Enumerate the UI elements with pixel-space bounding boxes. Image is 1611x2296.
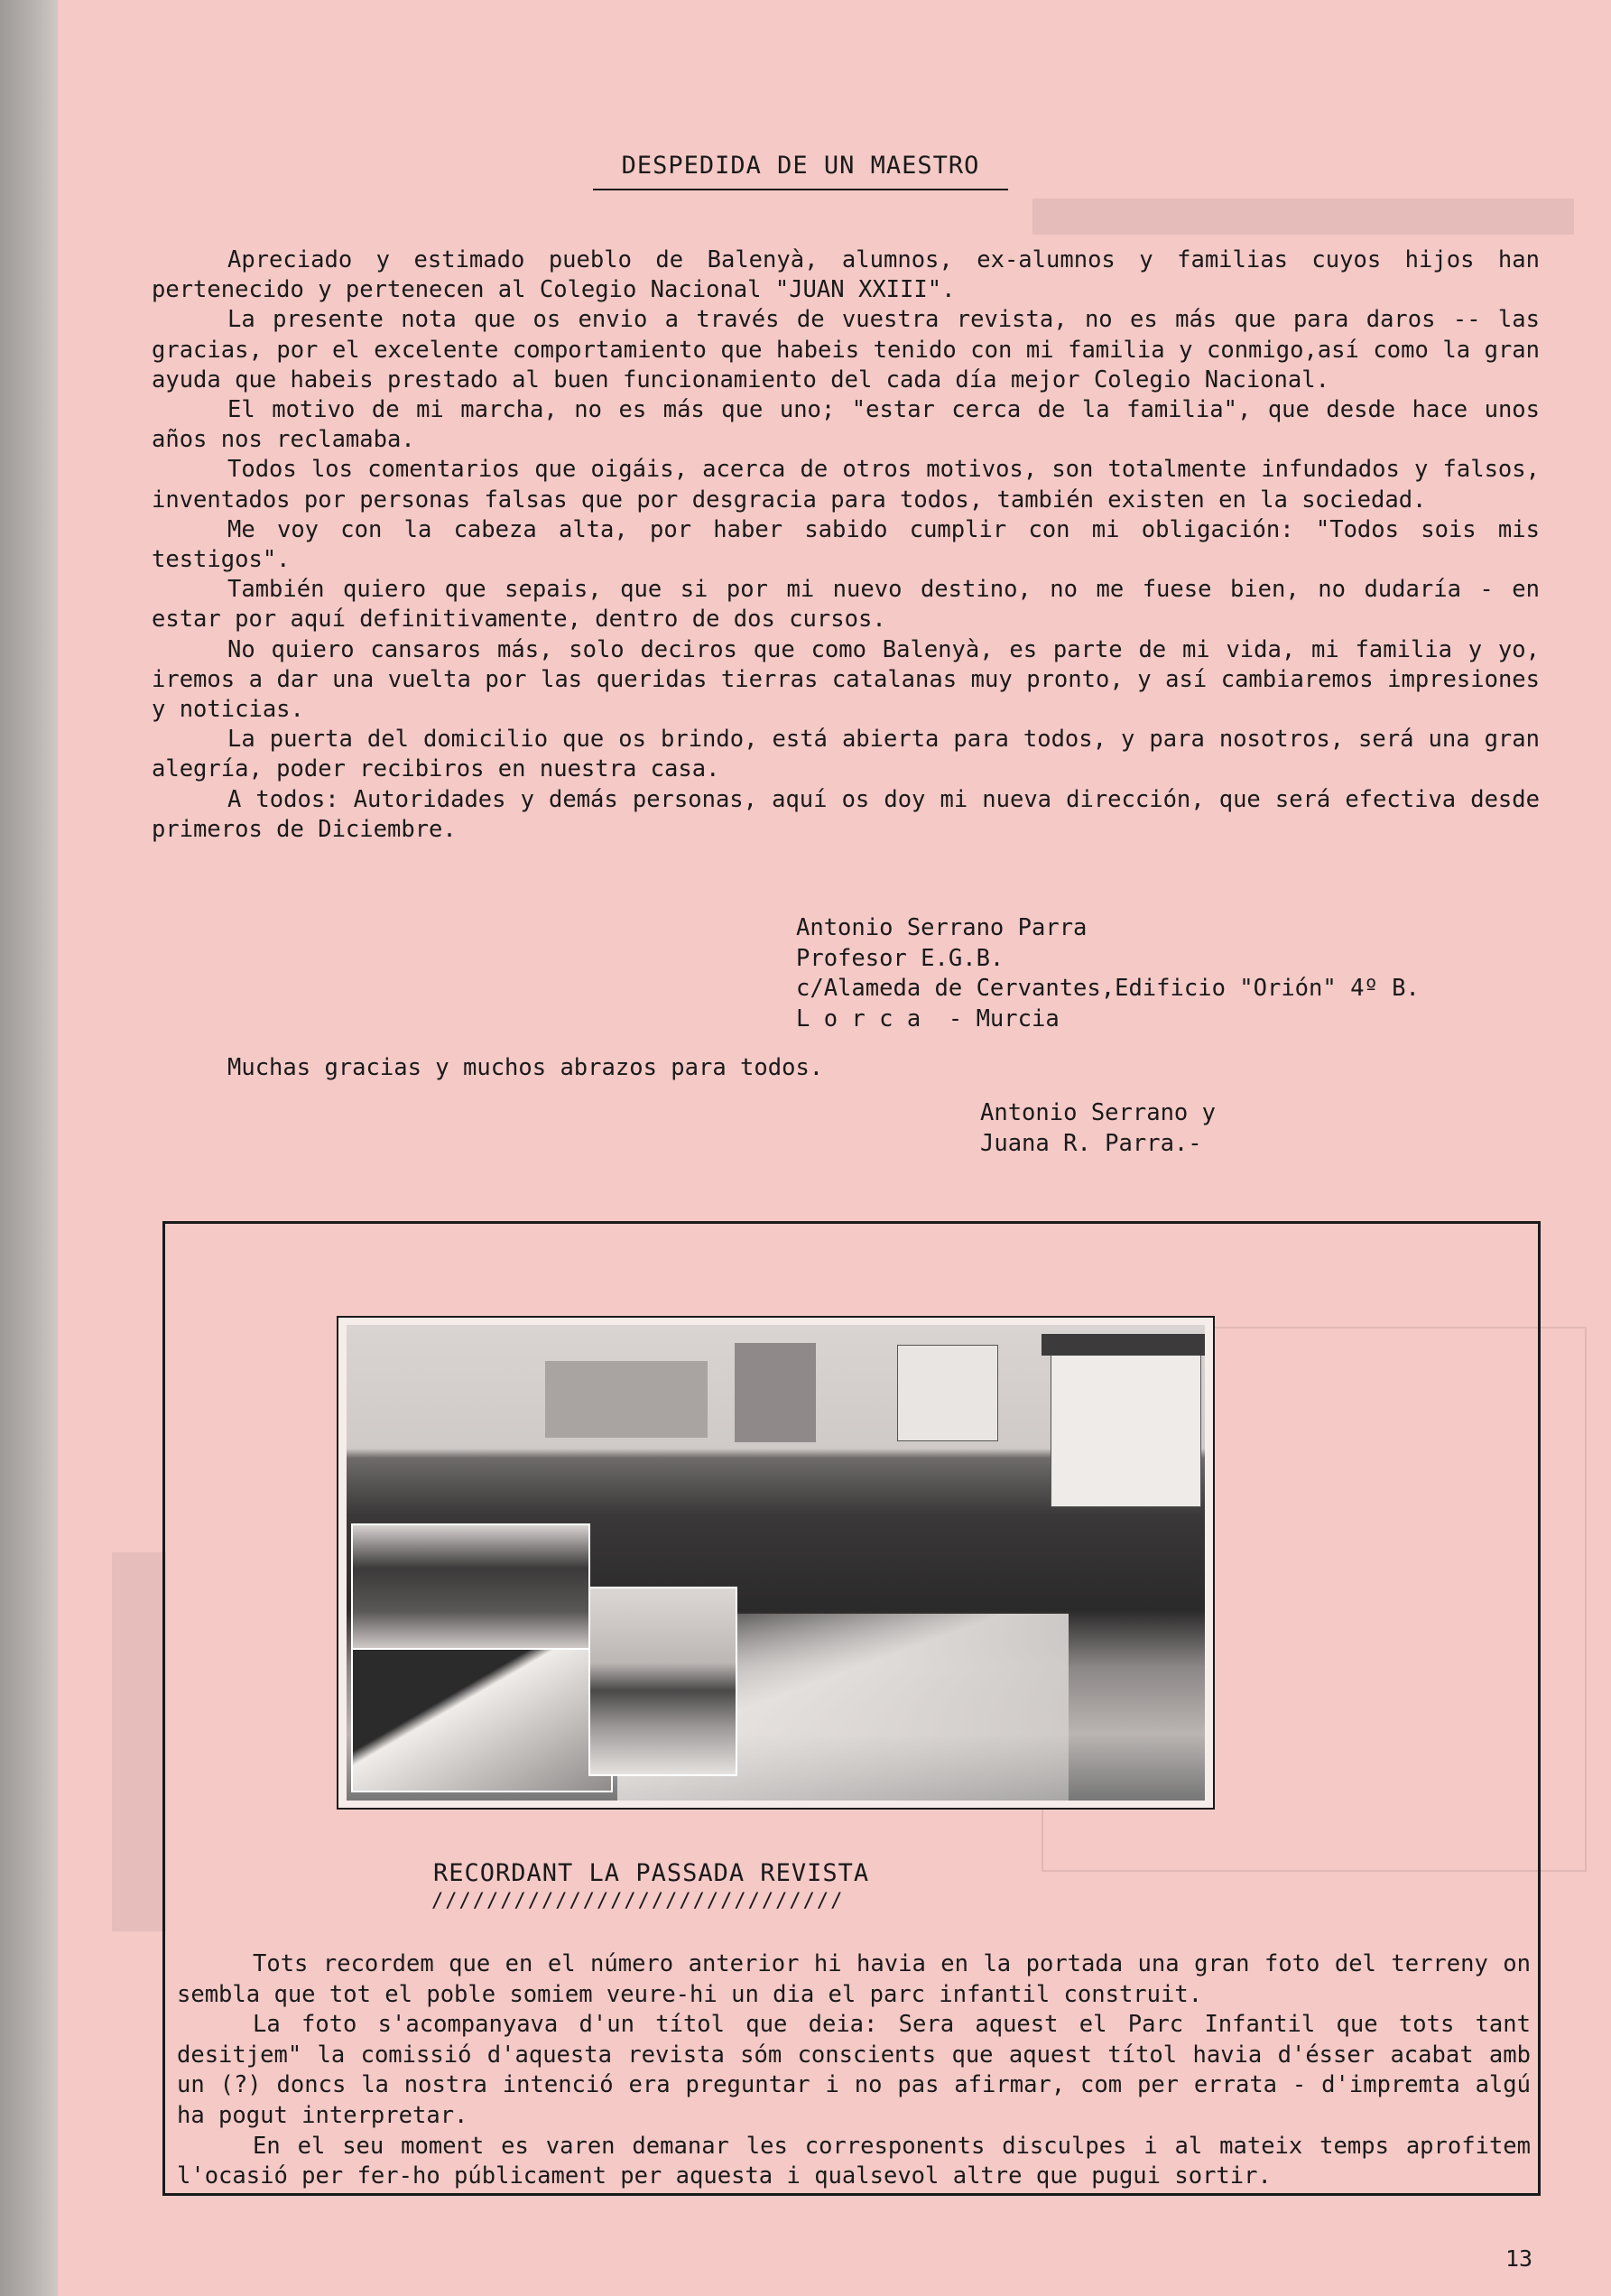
recordant-paragraph: En el seu moment es varen demanar les corresponents disculpes i al mateix temps aprofitem l'ocasió per fer-ho públicament per aquesta i qualsevol altre que pugui sortir.: [177, 2132, 1531, 2190]
scan-binding-edge: [0, 0, 58, 2296]
article-paragraph: El motivo de mi marcha, no es más que uno; "estar cerca de la familia", que desde hace unos años nos reclamaba.: [152, 396, 1540, 454]
park-land-photo: [347, 1325, 1205, 1801]
building-shape: [1051, 1352, 1201, 1507]
building-shape: [897, 1345, 998, 1441]
recordant-title: RECORDANT LA PASSADA REVISTA: [433, 1859, 870, 1887]
inset-photo-trees: [351, 1523, 590, 1650]
article-paragraph: La puerta del domicilio que os brindo, está abierta para todos, y para nosotros, será una gran alegría, poder recibiros en nuestra casa.: [152, 726, 1540, 783]
signature-line: Juana R. Parra.-: [980, 1129, 1202, 1157]
article-body: [152, 245, 1540, 845]
recordant-body: [177, 1949, 1531, 2192]
article-paragraph: A todos: Autoridades y demás personas, aquí os doy mi nueva dirección, que será efectiva desde primeros de Diciembre.: [152, 785, 1540, 843]
address-line: c/Alameda de Cervantes,Edificio "Orión" 4º B.: [796, 975, 1420, 1002]
address-line: Antonio Serrano Parra: [796, 914, 1088, 941]
address-line: L o r c a - Murcia: [796, 1004, 1060, 1032]
article-paragraph: Todos los comentarios que oigáis, acerca de otros motivos, son totalmente infundados y falsos, inventados por personas falsas que por desgracia para todos, también existen en la sociedad.: [152, 456, 1540, 514]
inset-photo-swings: [588, 1587, 737, 1776]
new-address-block: [796, 913, 1420, 1034]
building-shape: [545, 1361, 708, 1438]
closing-line: Muchas gracias y muchos abrazos para todos.: [227, 1054, 824, 1081]
building-roof: [1042, 1334, 1205, 1356]
article-paragraph: Me voy con la cabeza alta, por haber sabido cumplir con mi obligación: "Todos sois mis testigos".: [152, 515, 1540, 574]
page-number: 13: [1505, 2245, 1533, 2272]
recordant-paragraph: Tots recordem que en el número anterior hi havia en la portada una gran foto del terreny on sembla que tot el poble somiem veure-hi un dia el parc infantil construit.: [177, 1950, 1531, 2008]
signature-line: Antonio Serrano y: [980, 1099, 1216, 1126]
address-line: Profesor E.G.B.: [796, 944, 1005, 972]
recordant-paragraph: La foto s'acompanyava d'un títol que deia: Sera aquest el Parc Infantil que tots tant desitjem" la comissió d'aquesta revista sóm conscients que aquest títol havia d'ésser acabat amb un (?) doncs la nostra intenció era preguntar i no pas afirmar, com per errata - d'impremta algú ha pogut interpretar.: [177, 2011, 1531, 2129]
article-paragraph: La presente nota que os envio a través de vuestra revista, no es más que para daros -- las gracias, por el excelente comportamiento que habeis tenido con mi familia y conmigo,así como la gran ayuda que habeis prestado al buen funcionamiento del cada día mejor Colegio Nacional.: [152, 306, 1540, 393]
article-title: DESPEDIDA DE UN MAESTRO: [593, 152, 1008, 190]
signature-block: [980, 1098, 1216, 1159]
article-paragraph: No quiero cansaros más, solo deciros que como Balenyà, es parte de mi vida, mi familia y yo, iremos a dar una vuelta por las queridas tierras catalanas muy pronto, y así cambiaremos impresiones y noticias.: [152, 635, 1540, 724]
photo-collage: [337, 1316, 1215, 1810]
building-shape: [735, 1343, 816, 1442]
inset-photo-path: [351, 1648, 613, 1792]
show-through-shadow: [1032, 199, 1574, 235]
article-paragraph: También quiero que sepais, que si por mi nuevo destino, no me fuese bien, no dudaría - en estar por aquí definitivamente, dentro de dos cursos.: [152, 576, 1540, 634]
title-underline-slashes: //////////////////////////////: [431, 1890, 845, 1912]
show-through-shadow: [112, 1552, 166, 1931]
article-paragraph: Apreciado y estimado pueblo de Balenyà, alumnos, ex-alumnos y familias cuyos hijos han pertenecido y pertenecen al Colegio Nacional "JUAN XXIII".: [152, 246, 1540, 304]
